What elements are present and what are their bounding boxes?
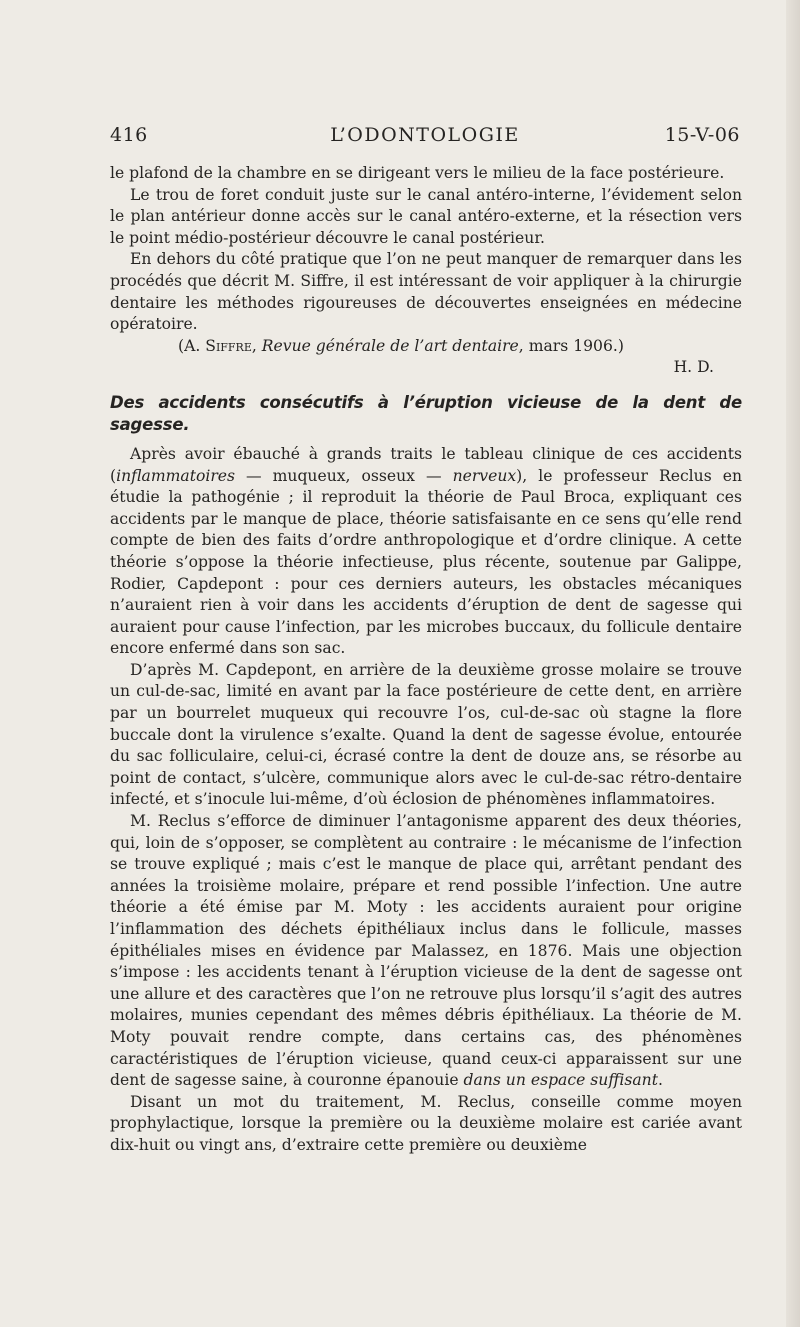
- paragraph: Après avoir ébauché à grands traits le tableau clinique de ces accidents (inflammatoires — muqueux, osseux — nerveux), le professeur Reclus en étudie la pathogénie ; il reproduit la théorie de Paul Broca, expliquant ces accidents par le manque de place, théorie satisfaisante en ce sens qu’elle rend compte de bien des faits d’ordre anthropologique et d’ordre clinique. A cette théorie s’oppose la théorie infectieuse, plus récente, soutenue par Galippe, Rodier, Capdepont : pour ces derniers auteurs, les obstacles mécaniques n’auraient rien à voir dans les accidents d’éruption de dent de sagesse qui auraient pour cause l’infection, par les microbes buccaux, du follicule dentaire encore enfermé dans son sac.: [110, 444, 742, 658]
- running-title: L’ODONTOLOGIE: [330, 124, 520, 146]
- author-initials: H. D.: [673, 358, 714, 377]
- citation-journal: Revue générale de l’art dentaire: [261, 336, 519, 355]
- issue-date: 15-V-06: [664, 124, 740, 146]
- paragraph: En dehors du côté pratique que l’on ne peut manquer de remarquer dans les procédés que décrit M. Siffre, il est intéressant de voir appliquer à la chirurgie dentaire les méthodes rigoureuses de découvertes enseignées en médecine opératoire.: [110, 250, 742, 334]
- page-edge-shadow: [786, 0, 800, 1327]
- paragraph: Disant un mot du traitement, M. Reclus, conseille comme moyen prophylactique, lorsque la première ou la deuxième molaire est cariée avant dix-huit ou vingt ans, d’extraire cette première ou deuxième: [110, 1092, 742, 1154]
- paragraph: D’après M. Capdepont, en arrière de la deuxième grosse molaire se trouve un cul-de-sac, limité en avant par la face postérieure de cette dent, en arrière par un bourrelet muqueux qui recouvre l’os, cul-de-sac où stagne la flore buccale dont la virulence s’exalte. Quand la dent de sagesse évolue, entourée du sac folliculaire, celui-ci, écrasé contre la dent de douze ans, se résorbe au point de contact, s’ulcère, communique alors avec le cul-de-sac rétro-dentaire infecté, et s’inocule lui-même, d’où éclosion de phénomènes inflammatoires.: [110, 660, 742, 809]
- paragraph: Le trou de foret conduit juste sur le canal antéro-interne, l’évidement selon le plan antérieur donne accès sur le canal antéro-externe, et la résection vers le point médio-postérieur découvre le canal postérieur.: [110, 185, 742, 247]
- article-body: [110, 163, 742, 1157]
- section-title: Des accidents consécutifs à l’éruption vicieuse de la dent de sagesse.: [110, 392, 742, 434]
- page-header: [110, 124, 740, 154]
- paragraph: M. Reclus s’efforce de diminuer l’antagonisme apparent des deux théories, qui, loin de s’opposer, se complètent au contraire : le mécanisme de l’infection se trouve expliqué ; mais c’est le manque de place qui, arrêtant pendant des années la troisième molaire, prépare et rend possible l’infection. Une autre théorie a été émise par M. Moty : les accidents auraient pour origine l’inflammation des déchets épithéliaux inclus dans le follicule, masses épithéliales mises en évidence par Malassez, en 1876. Mais une objection s’impose : les accidents tenant à l’éruption vicieuse de la dent de sagesse ont une allure et des caractères que l’on ne retrouve plus lorsqu’il s’agit des autres molaires, munies cependant des mêmes débris épithéliaux. La théorie de M. Moty pouvait rendre compte, dans certains cas, des phénomènes caractéristiques de l’éruption vicieuse, quand ceux-ci apparaissent sur une dent de sagesse saine, à couronne épanouie dans un espace suffisant.: [110, 812, 742, 1090]
- paragraph: le plafond de la chambre en se dirigeant vers le milieu de la face postérieure.: [110, 164, 725, 182]
- page-number: 416: [110, 124, 148, 146]
- citation: (A. Siffre, Revue générale de l’art dentaire, mars 1906.): [178, 336, 624, 355]
- citation-author: Siffre: [205, 336, 252, 355]
